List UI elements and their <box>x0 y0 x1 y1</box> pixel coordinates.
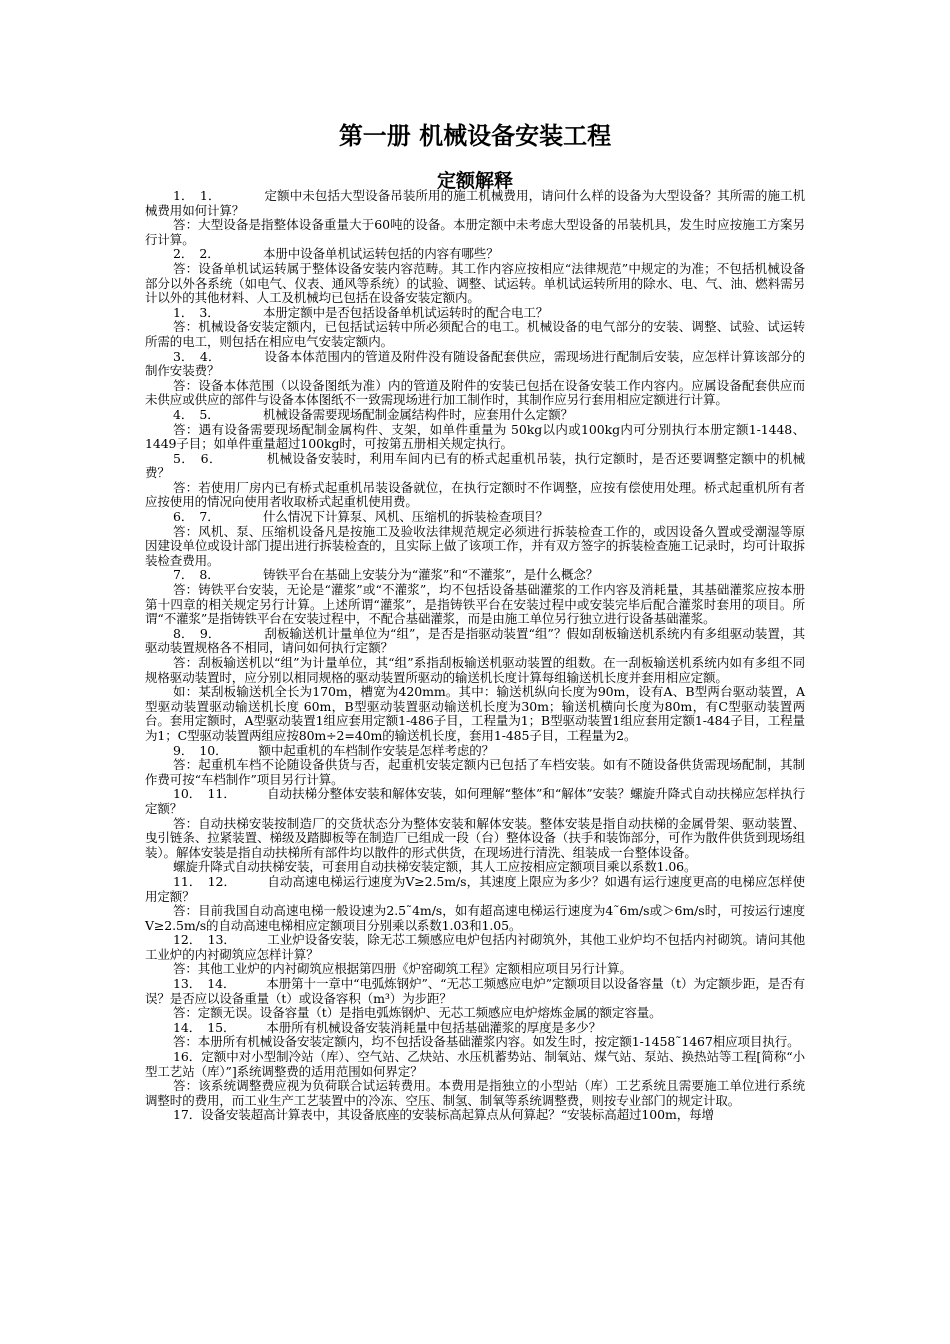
paragraph: 答：定额无误。设备容量（t）是指电弧炼钢炉、无芯工频感应电炉熔炼金属的额定容量。 <box>173 1005 662 1021</box>
paragraph: 答：自动扶梯安装按制造厂的交货状态分为整体安装和解体安装。整体安装是指自动扶梯的金属骨架、驱动装置、曳引链条、拉紧装置、梯级及踏脚板等在制造厂已组成一段（台）整体设备（扶手和装饰部分，可作为散件供货到现场组装）。解体安装是指自动扶梯所有部件均以散件的形式供货，在现场进行清洗、组装成一台整体设备。 <box>145 815 805 860</box>
paragraph: 16．定额中对小型制冷站（库）、空气站、乙炔站、水压机蓄势站、制氧站、煤气站、泵站、换热站等工程[简称“小型工艺站（库）”]系统调整费的适用范围如何界定？ <box>145 1049 805 1079</box>
paragraph: 答：刮板输送机以“组”为计量单位，其“组”系指刮板输送机驱动装置的组数。在一刮板输送机系统内如有多组不同规格驱动装置时，应分别以相同规格的驱动装置所驱动的输送机长度计算每组输送机长度并套用相应定额。 <box>145 655 805 685</box>
paragraph: 螺旋升降式自动扶梯安装，可套用自动扶梯安装定额，其人工应按相应定额项目乘以系数1.06。 <box>173 859 697 875</box>
paragraph: 答：遇有设备需要现场配制金属构件、支架，如单件重量为 50kg以内或100kg内可分别执行本册定额1-1448、1449子目；如单件重量超过100kg时，可按第五册相关规定执行。 <box>145 421 805 452</box>
paragraph: 答：该系统调整费应视为负荷联合试运转费用。本费用是指独立的小型站（库）工艺系统且需要施工单位进行系统调整时的费用，而工业生产工艺装置中的冷冻、空压、制氢、制氧等系统调整费，则按专业部门的规定计取。 <box>145 1078 805 1108</box>
paragraph: 10． 11． 自动扶梯分整体安装和解体安装，如何理解“整体”和“解体”安装？螺旋升降式自动扶梯应怎样执行定额？ <box>145 786 805 816</box>
paragraph: 13． 14． 本册第十一章中“电弧炼钢炉”、“无芯工频感应电炉”定额项目以设备容量（t）为定额步距，是否有误？是否应以设备重量（t）或设备容积（m³）为步距？ <box>145 976 805 1006</box>
paragraph: 14． 15． 本册所有机械设备安装消耗量中包括基础灌浆的厚度是多少？ <box>173 1019 602 1035</box>
paragraph: 如：某刮板输送机全长为170m，槽宽为420mm。其中：输送机纵向长度为90m，设有A、B型两台驱动装置，A型驱动装置驱动输送机长度 60m，B型驱动装置驱动输送机长度为30m；输送机横向长度为80m，有C型驱动装置两台。套用定额时，A型驱动装置1组应套用定额1-486子目，工程量为1；B型驱动装置1组应套用定额1-484子目，工程量为1；C型驱动装置两组应按80m÷2=40m的输送机长度，套用1-485子目，工程量为2。 <box>145 684 805 743</box>
page-title: 第一册 机械设备安装工程 <box>338 122 612 150</box>
paragraph: 17．设备安装超高计算表中，其设备底座的安装标高起算点从何算起？“安装标高超过100m，每增 <box>173 1107 714 1123</box>
paragraph: 1． 3． 本册定额中是否包括设备单机试运转时的配合电工？ <box>173 304 549 320</box>
paragraph: 5． 6． 机械设备安装时，利用车间内已有的桥式起重机吊装，执行定额时，是否还要调整定额中的机械费？ <box>145 450 805 481</box>
paragraph: 答：目前我国自动高速电梯一般设速为2.5˜4m/s，如有超高速电梯运行速度为4˜6m/s或＞6m/s时，可按运行速度V≥2.5m/s的自动高速电梯相应定额项目分别乘以系数1.03和1.05。 <box>145 903 805 933</box>
paragraph: 答：设备单机试运转属于整体设备安装内容范畴。其工作内容应按相应“法律规范”中规定的为准；不包括机械设备部分以外各系统（如电气、仪表、通风等系统）的试验、调整、试运转。单机试运转所用的除水、电、气、油、燃料需另计以外的其他材料、人工及机械均已包括在设备安装定额内。 <box>145 260 805 306</box>
paragraph: 答：大型设备是指整体设备重量大于60吨的设备。本册定额中未考虑大型设备的吊装机具，发生时应按施工方案另行计算。 <box>145 217 805 247</box>
paragraph: 8． 9． 刮板输送机计量单位为“组”，是否是指驱动装置“组”？假如刮板输送机系统内有多组驱动装置，其驱动装置规格各不相同，请问如何执行定额？ <box>145 625 805 656</box>
paragraph: 答：本册所有机械设备安装定额内，均不包括设备基础灌浆内容。如发生时，按定额1-1458˜1467相应项目执行。 <box>173 1034 800 1050</box>
paragraph: 6． 7． 什么情况下计算泵、风机、压缩机的拆装检查项目？ <box>173 509 549 525</box>
paragraph: 答：铸铁平台安装，无论是“灌浆”或“不灌浆”，均不包括设备基础灌浆的工作内容及消耗量，其基础灌浆应按本册第十四章的相关规定另行计算。上述所谓“灌浆”，是指铸铁平台在安装过程中或安装完毕后配合灌浆时套用的项目。所谓“不灌浆”是指铸铁平台在安装过程中，不配合基础灌浆，而是由施工单位另行独立进行设备基础灌浆。 <box>145 582 805 627</box>
page-subtitle: 定额解释 <box>436 170 513 192</box>
paragraph: 答：起重机车档不论随设备供货与否，起重机安装定额内已包括了车档安装。如有不随设备供货需现场配制，其制作费可按“车档制作”项目另行计算。 <box>145 757 805 787</box>
paragraph: 12． 13． 工业炉设备安装，除无芯工频感应电炉包括内衬砌筑外，其他工业炉均不包括内衬砌筑。请问其他工业炉的内衬砌筑应怎样计算？ <box>145 932 805 962</box>
paragraph: 答：风机、泵、压缩机设备凡是按施工及验收法律规范规定必须进行拆装检查工作的，或因设备久置或受潮湿等原因建设单位或设计部门提出进行拆装检查的，且实际上做了该项工作，并有双方签字的拆装检查施工记录时，均可计取拆装检查费用。 <box>145 523 805 568</box>
paragraph: 9． 10． 额中起重机的车档制作安装是怎样考虑的？ <box>173 742 495 758</box>
paragraph: 答：设备本体范围（以设备图纸为准）内的管道及附件的安装已包括在设备安装工作内容内。应属设备配套供应而未供应或供应的部件与设备本体图纸不一致需现场进行加工制作时，其制作应另行套用相应定额进行计算。 <box>145 377 805 408</box>
paragraph: 7． 8． 铸铁平台在基础上安装分为“灌浆”和“不灌浆”，是什么概念？ <box>173 567 599 583</box>
paragraph: 1． 1． 定额中未包括大型设备吊装所用的施工机械费用，请问什么样的设备为大型设备？其所需的施工机械费用如何计算？ <box>145 188 805 218</box>
paragraph: 答：机械设备安装定额内，已包括试运转中所必须配合的电工。机械设备的电气部分的安装、调整、试验、试运转所需的电工，则包括在相应电气安装定额内。 <box>145 319 805 349</box>
document-body <box>145 189 805 1123</box>
paragraph: 4． 5． 机械设备需要现场配制金属结构件时，应套用什么定额？ <box>173 406 574 422</box>
paragraph: 11． 12． 自动高速电梯运行速度为V≥2.5m/s，其速度上限应为多少？如遇有运行速度更高的电梯应怎样使用定额？ <box>145 873 805 904</box>
paragraph: 答：其他工业炉的内衬砌筑应根据第四册《炉窑砌筑工程》定额相应项目另行计算。 <box>173 961 632 977</box>
paragraph: 3． 4． 设备本体范围内的管道及附件没有随设备配套供应，需现场进行配制后安装，应怎样计算该部分的制作安装费？ <box>145 348 805 379</box>
paragraph: 2． 2． 本册中设备单机试运转包括的内容有哪些？ <box>173 246 499 262</box>
paragraph: 答：若使用厂房内已有桥式起重机吊装设备就位，在执行定额时不作调整，应按有偿使用处理。桥式起重机所有者应按使用的情况向使用者收取桥式起重机使用费。 <box>145 479 805 510</box>
